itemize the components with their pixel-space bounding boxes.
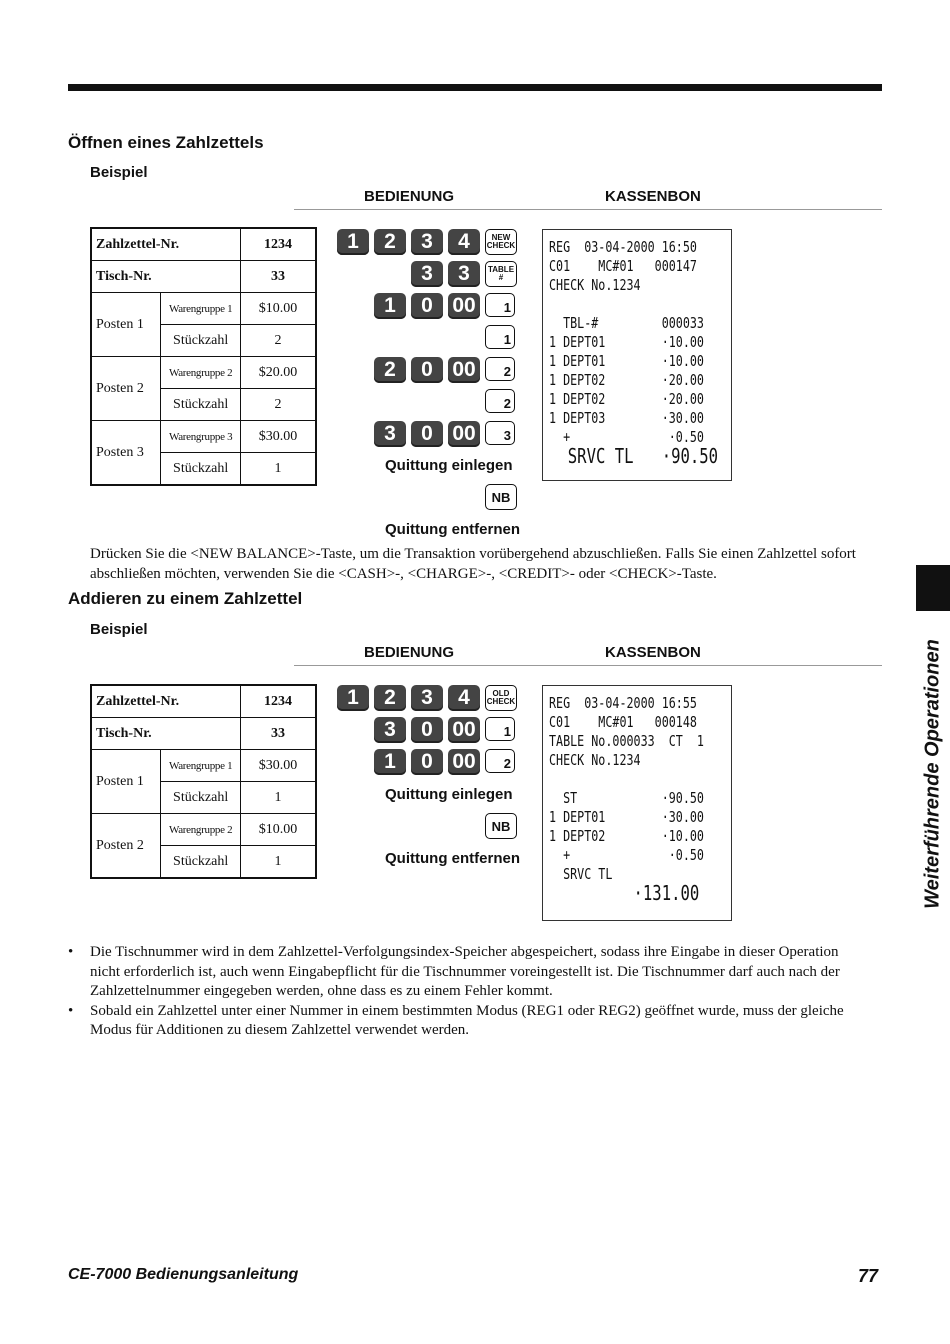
receipt-line: CHECK No.1234: [549, 276, 641, 294]
receipt-line: REG 03-04-2000 16:50: [549, 238, 697, 256]
key-4: 4: [448, 685, 480, 711]
item-price: $10.00: [241, 814, 317, 846]
table-no-label: Tisch-Nr.: [91, 718, 241, 750]
key-2: 2: [374, 357, 406, 383]
item-price: $30.00: [241, 750, 317, 782]
key-1: 1: [374, 749, 406, 775]
receipt-line: C01 MC#01 000148: [549, 713, 697, 731]
section2-title: Addieren zu einem Zahlzettel: [68, 589, 303, 608]
item-price: $30.00: [241, 421, 317, 453]
item-dept: Warengruppe 1: [161, 293, 241, 325]
receipt-line: + ·0.50: [549, 846, 704, 864]
key-3: 3: [411, 261, 443, 287]
bullet-icon: •: [68, 1002, 74, 1019]
section2-example: Beispiel: [90, 621, 148, 638]
key-3: 3: [448, 261, 480, 287]
note-text: Sobald ein Zahlzettel unter einer Nummer in einem bestimmten Modus (REG1 oder REG2) geöffnet wurde, muss der gleiche Modus für Additionen zu diesem Zahlzettel verwendet werden.: [90, 1002, 844, 1038]
dept-key-2: 2: [485, 749, 515, 773]
item-qty: 1: [241, 846, 317, 879]
item-dept: Warengruppe 3: [161, 421, 241, 453]
item-qty-label: Stückzahl: [161, 846, 241, 879]
dept-key-1: 1: [485, 293, 515, 317]
key-0: 0: [411, 749, 443, 775]
receipt-line: 1 DEPT02 ·20.00: [549, 371, 704, 389]
item-price: $10.00: [241, 293, 317, 325]
section1-header-rule: [294, 209, 882, 210]
receipt-line: 1 DEPT01 ·10.00: [549, 352, 704, 370]
old-check-key: OLD CHECK: [485, 685, 517, 711]
receipt-line: 1 DEPT03 ·30.00: [549, 409, 704, 427]
table-key: TABLE #: [485, 261, 517, 287]
key-00: 00: [448, 749, 480, 775]
footer-manual-title: CE-7000 Bedienungsanleitung: [68, 1266, 299, 1283]
key-0: 0: [411, 357, 443, 383]
key-0: 0: [411, 421, 443, 447]
item-label: Posten 1: [91, 750, 161, 814]
receipt-line: 1 DEPT02 ·20.00: [549, 390, 704, 408]
item-qty: 2: [241, 325, 317, 357]
section2-col-kassenbon: KASSENBON: [605, 644, 701, 661]
receipt-line: [549, 295, 736, 314]
key-sequence-row: [374, 717, 515, 743]
key-sequence-row: [485, 813, 517, 839]
key-00: 00: [448, 421, 480, 447]
key-sequence-row: [374, 421, 515, 447]
key-sequence-row: [485, 484, 517, 510]
receipt-line: + ·0.50: [549, 428, 704, 446]
dept-key-1: 1: [485, 325, 515, 349]
new-check-key: NEW CHECK: [485, 229, 517, 255]
item-label: Posten 2: [91, 357, 161, 421]
item-qty-label: Stückzahl: [161, 782, 241, 814]
key-sequence-row: [485, 325, 515, 349]
key-3: 3: [374, 717, 406, 743]
section2-check-table: [90, 684, 317, 879]
new-balance-key: NB: [485, 484, 517, 510]
receipt-line: 1 DEPT01 ·30.00: [549, 808, 704, 826]
receipt-line: SRVC TL: [549, 865, 613, 883]
item-qty-label: Stückzahl: [161, 389, 241, 421]
item-dept: Warengruppe 1: [161, 750, 241, 782]
side-tab-label: Weiterführende Operationen: [921, 639, 944, 909]
side-tab-marker: [916, 565, 950, 611]
key-sequence-row: [374, 357, 515, 383]
new-balance-key: NB: [485, 813, 517, 839]
receipt-line: ST ·90.50: [549, 789, 704, 807]
key-1: 1: [337, 229, 369, 255]
key-sequence-row: [411, 261, 517, 287]
item-label: Posten 3: [91, 421, 161, 486]
key-00: 00: [448, 293, 480, 319]
check-no-value: 1234: [241, 228, 317, 261]
section2-col-bedienung: BEDIENUNG: [364, 644, 455, 661]
check-no-label: Zahlzettel-Nr.: [91, 228, 241, 261]
dept-key-2: 2: [485, 389, 515, 413]
receipt-1: [542, 229, 732, 481]
section1-col-kassenbon: KASSENBON: [605, 188, 701, 205]
check-no-value: 1234: [241, 685, 317, 718]
table-no-label: Tisch-Nr.: [91, 261, 241, 293]
notes-list: [68, 943, 868, 1041]
key-4: 4: [448, 229, 480, 255]
item-qty: 2: [241, 389, 317, 421]
section1-title: Öffnen eines Zahlzettels: [68, 133, 264, 152]
check-no-label: Zahlzettel-Nr.: [91, 685, 241, 718]
item-label: Posten 1: [91, 293, 161, 357]
remove-receipt-label: Quittung entfernen: [385, 521, 520, 538]
key-sequence-row: [374, 293, 515, 319]
insert-receipt-label: Quittung einlegen: [385, 457, 513, 474]
key-00: 00: [448, 717, 480, 743]
list-item: [68, 1002, 868, 1041]
receipt-line: CHECK No.1234: [549, 751, 641, 769]
section2-header-rule: [294, 665, 882, 666]
receipt-line: 1 DEPT01 ·10.00: [549, 333, 704, 351]
item-dept: Warengruppe 2: [161, 814, 241, 846]
top-rule: [68, 84, 882, 91]
section1-paragraph: Drücken Sie die <NEW BALANCE>-Taste, um die Transaktion vorübergehend abzuschließen. Falls Sie einen Zahlzettel sofort abschließen möchten, verwenden Sie die <CASH>-, <CHARGE>-, <CREDIT>- oder <CHECK>-Taste.: [90, 546, 856, 582]
section1-col-bedienung: BEDIENUNG: [364, 188, 455, 205]
receipt-total-line: SRVC TL ·90.50: [549, 444, 719, 468]
bullet-icon: •: [68, 944, 74, 960]
item-qty: 1: [241, 782, 317, 814]
section1-check-table: [90, 227, 317, 486]
key-2: 2: [374, 685, 406, 711]
key-sequence-row: [337, 229, 517, 255]
key-3: 3: [411, 685, 443, 711]
receipt-line: TBL-# 000033: [549, 314, 704, 332]
receipt-line: 1 DEPT02 ·10.00: [549, 827, 704, 845]
remove-receipt-label: Quittung entfernen: [385, 850, 520, 867]
key-0: 0: [411, 717, 443, 743]
receipt-line: TABLE No.000033 CT 1: [549, 732, 704, 750]
dept-key-1: 1: [485, 717, 515, 741]
receipt-2: [542, 685, 732, 921]
item-dept: Warengruppe 2: [161, 357, 241, 389]
key-2: 2: [374, 229, 406, 255]
page-number: 77: [858, 1266, 879, 1286]
receipt-line: [549, 770, 736, 789]
receipt-line: REG 03-04-2000 16:55: [549, 694, 697, 712]
item-label: Posten 2: [91, 814, 161, 879]
receipt-total-line: ·131.00: [549, 881, 700, 905]
item-price: $20.00: [241, 357, 317, 389]
insert-receipt-label: Quittung einlegen: [385, 786, 513, 803]
key-sequence-row: [374, 749, 515, 775]
section1-example: Beispiel: [90, 164, 148, 181]
key-1: 1: [374, 293, 406, 319]
dept-key-2: 2: [485, 357, 515, 381]
key-3: 3: [411, 229, 443, 255]
table-no-value: 33: [241, 718, 317, 750]
key-1: 1: [337, 685, 369, 711]
key-00: 00: [448, 357, 480, 383]
table-no-value: 33: [241, 261, 317, 293]
item-qty: 1: [241, 453, 317, 486]
key-3: 3: [374, 421, 406, 447]
note-text: Die Tischnummer wird in dem Zahlzettel-Verfolgungsindex-Speicher abgespeichert, sodass ihre Eingabe in dieser Operation nicht erforderlich ist, auch wenn Eingabepflicht für die Tischnummer voreingestellt ist. Die Tischnummer darf auch nach der Zahlzettelnummer eingegeben werden, ohne dass es zu einem Fehler kommt.: [90, 944, 840, 999]
dept-key-3: 3: [485, 421, 515, 445]
key-sequence-row: [337, 685, 517, 711]
list-item: [68, 943, 868, 1002]
receipt-line: C01 MC#01 000147: [549, 257, 697, 275]
key-sequence-row: [485, 389, 515, 413]
item-qty-label: Stückzahl: [161, 325, 241, 357]
key-0: 0: [411, 293, 443, 319]
item-qty-label: Stückzahl: [161, 453, 241, 486]
